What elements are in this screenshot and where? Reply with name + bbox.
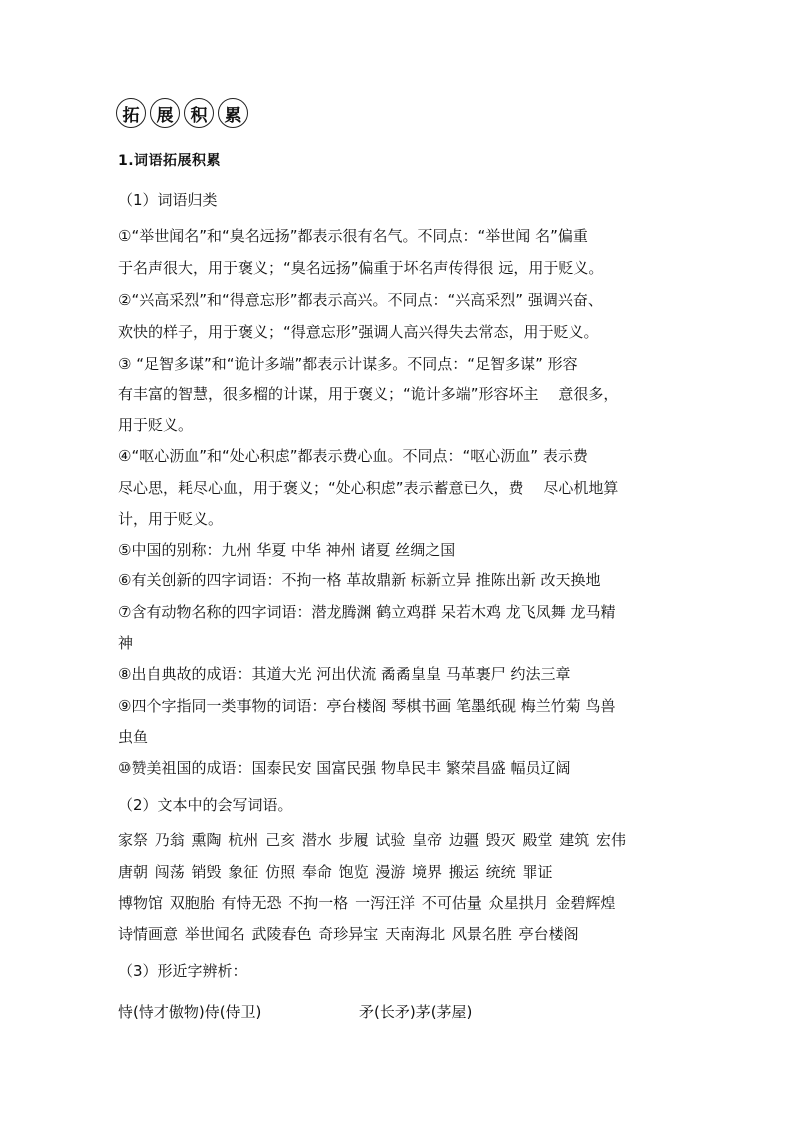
item-1-line-2: 于名声很大，用于褒义；“臭名远扬”偏重于坏名声传得很 远，用于贬义。: [118, 259, 604, 277]
item-1-line-1: ①“举世闻名”和“臭名远扬”都表示很有名气。不同点：“举世闻 名”偏重: [118, 227, 588, 245]
item-2-line-2: 欢快的样子，用于褒义；“得意忘形”强调人高兴得失去常态，用于贬义。: [118, 323, 599, 341]
item-4-line-2: 尽心思，耗尽心血，用于褒义；“处心积虑”表示蓄意已久，费 尽心机地算: [118, 479, 619, 497]
item-10: ⑩赞美祖国的成语：国泰民安 国富民强 物阜民丰 繁荣昌盛 幅员辽阔: [118, 759, 571, 777]
similar-chars-pair-2: 矛(长矛)茅(茅屋): [359, 1003, 473, 1021]
item-7-line-2: 神: [118, 634, 134, 652]
section-badges: [116, 98, 252, 128]
word-list-line-3: 博物馆 双胞胎 有恃无恐 不拘一格 一泻汪洋 不可估量 众星拱月 金碧辉煌: [118, 894, 616, 912]
badge-char: 展: [150, 98, 180, 128]
item-9-line-1: ⑨四个字指同一类事物的词语：亭台楼阁 琴棋书画 笔墨纸砚 梅兰竹菊 鸟兽: [118, 697, 616, 715]
item-3-line-1: ③ “足智多谋”和“诡计多端”都表示计谋多。不同点：“足智多谋” 形容: [118, 355, 578, 373]
item-4-line-3: 计，用于贬义。: [118, 510, 224, 528]
item-3-line-2: 有丰富的智慧，很多榴的计谋，用于褒义；“诡计多端”形容坏主 意很多，: [118, 385, 619, 403]
badge-char: 累: [218, 98, 248, 128]
word-list-line-1: 家祭 乃翁 熏陶 杭州 己亥 潜水 步履 试验 皇帝 边疆 毁灭 殿堂 建筑 宏伟: [118, 831, 626, 849]
item-8: ⑧出自典故的成语：其道大光 河出伏流 矞矞皇皇 马革裹尸 约法三章: [118, 665, 571, 683]
item-3-line-3: 用于贬义。: [118, 416, 194, 434]
item-2-line-1: ②“兴高采烈”和“得意忘形”都表示高兴。不同点：“兴高采烈” 强调兴奋、: [118, 291, 603, 309]
similar-chars-pair-1: 恃(恃才傲物)侍(侍卫): [118, 1003, 262, 1021]
word-list-line-2: 唐朝 闯荡 销毁 象征 仿照 奉命 饱览 漫游 境界 搬运 统统 罪证: [118, 863, 553, 881]
subheading-similar-chars: （3）形近字辨析：: [118, 962, 248, 980]
word-list-line-4: 诗情画意 举世闻名 武陵春色 奇珍异宝 天南海北 风景名胜 亭台楼阁: [118, 925, 579, 943]
badge-char: 拓: [116, 98, 146, 128]
badge-char: 积: [184, 98, 214, 128]
item-9-line-2: 虫鱼: [118, 728, 149, 746]
item-6: ⑥有关创新的四字词语：不拘一格 革故鼎新 标新立异 推陈出新 改天换地: [118, 571, 601, 589]
subheading-classification: （1）词语归类: [118, 191, 218, 209]
section-title: 1.词语拓展积累: [118, 153, 222, 169]
subheading-words: （2）文本中的会写词语。: [118, 796, 293, 814]
item-4-line-1: ④“呕心沥血”和“处心积虑”都表示费心血。不同点：“呕心沥血” 表示费: [118, 447, 588, 465]
item-7-line-1: ⑦含有动物名称的四字词语：潜龙腾渊 鹤立鸡群 呆若木鸡 龙飞凤舞 龙马精: [118, 603, 616, 621]
item-5: ⑤中国的别称：九州 华夏 中华 神州 诸夏 丝绸之国: [118, 541, 456, 559]
